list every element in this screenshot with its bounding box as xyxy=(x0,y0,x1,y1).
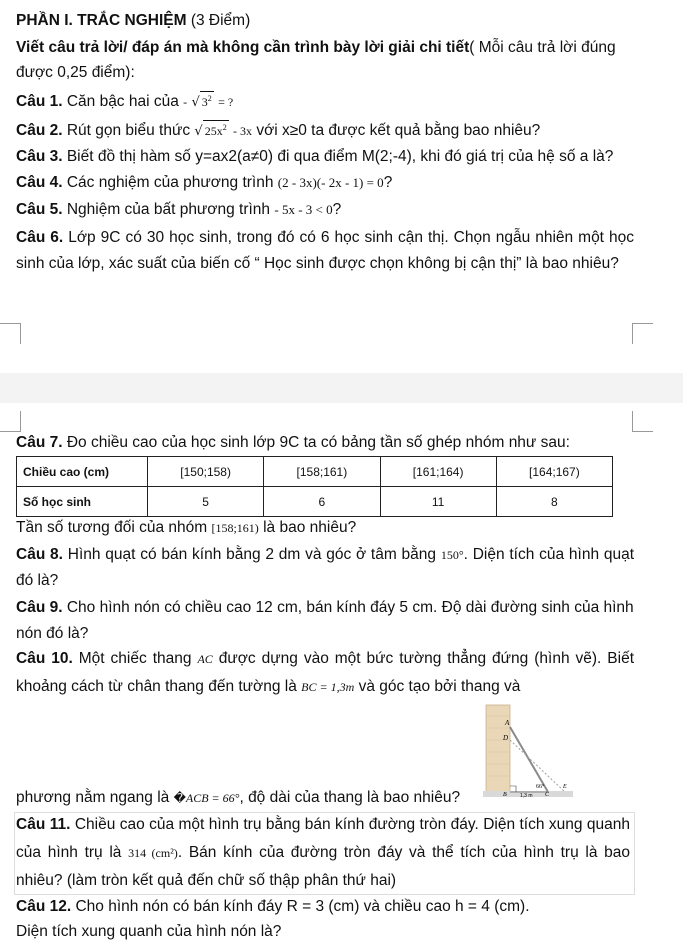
ladder-figure xyxy=(483,700,578,800)
label-b: B xyxy=(503,792,507,798)
sqrt-icon: √ xyxy=(191,95,200,110)
question-label: Câu 6. xyxy=(16,229,64,246)
distance-label: 1,3 m xyxy=(520,793,533,799)
question-label: Câu 1. xyxy=(16,93,63,110)
angle-label: 66° xyxy=(536,784,545,790)
question-tail: ? xyxy=(383,174,393,191)
question-label: Câu 11. xyxy=(16,816,71,833)
question-3 xyxy=(16,145,634,170)
question-text: Diện tích xung quanh của hình nón là? xyxy=(16,923,282,940)
sqrt-icon: √ xyxy=(194,124,203,139)
page-corner-mark xyxy=(632,411,653,432)
table-row xyxy=(17,457,613,487)
section-header xyxy=(16,9,634,34)
math-equation: (2 - 3x)(- 2x - 1) = 0 xyxy=(277,175,384,190)
question-7-followup xyxy=(16,516,634,541)
question-1 xyxy=(16,90,634,116)
math-radicand: $3^2$ xyxy=(200,91,214,109)
table-cell: 11 xyxy=(380,487,496,517)
label-a: A xyxy=(505,719,510,727)
question-label: Câu 9. xyxy=(16,599,63,616)
math-bc: BC = 1,3m xyxy=(301,680,355,694)
question-text: Hình quạt có bán kính bằng 2 dm và góc ở tâm bằng xyxy=(67,546,437,563)
math-inequality: - 5x - 3 < 0 xyxy=(274,202,333,217)
question-label: Câu 5. xyxy=(16,201,63,218)
question-text: Tần số tương đối của nhóm xyxy=(16,519,208,536)
question-5 xyxy=(16,198,634,223)
question-label: Câu 10. xyxy=(16,650,73,667)
question-text-2: được dựng vào một bức tường thẳng đứng (hình vẽ). Biết khoảng cách từ chân thang đến tường là xyxy=(16,650,635,695)
question-text: Rút gọn biểu thức xyxy=(66,122,191,139)
question-text: Cho hình nón có bán kính đáy R = 3 (cm) và chiều cao h = 4 (cm). xyxy=(75,898,530,915)
question-label: Câu 4. xyxy=(16,174,63,191)
math-tail: - 3x xyxy=(233,124,253,138)
ladder-ac xyxy=(510,727,548,792)
question-7 xyxy=(16,431,634,456)
question-label: Câu 3. xyxy=(16,148,63,165)
table-cell: 5 xyxy=(148,487,264,517)
question-8 xyxy=(16,542,634,594)
math-tail: = ? xyxy=(218,95,234,109)
question-label: Câu 12. xyxy=(16,898,72,915)
table-row-header: Chiều cao (cm) xyxy=(17,457,148,487)
question-2 xyxy=(16,119,634,145)
question-text: Các nghiệm của phương trình xyxy=(66,174,274,191)
question-text: Một chiếc thang xyxy=(78,650,192,667)
instruction xyxy=(16,36,634,85)
question-label: Câu 8. xyxy=(16,546,63,563)
page-corner-mark xyxy=(0,411,21,432)
frequency-table xyxy=(16,456,613,517)
math-angle: ACB = 66° xyxy=(185,791,240,805)
question-text-2: với x≥0 ta được kết quả bằng bao nhiêu? xyxy=(256,122,541,139)
table-cell: [161;164) xyxy=(380,457,496,487)
section-title: PHẦN I. TRẮC NGHIỆM xyxy=(16,12,187,29)
question-4 xyxy=(16,171,634,196)
math-angle-glyph: � xyxy=(173,791,186,805)
question-tail: , độ dài của thang là bao nhiêu? xyxy=(239,789,461,806)
question-text: Biết đồ thị hàm số y=ax2(a≠0) đi qua điểm M(2;-4), khi đó giá trị của hệ số a là? xyxy=(66,148,614,165)
page-corner-mark xyxy=(0,323,21,344)
math-area: 314 (cm²) xyxy=(128,845,178,860)
question-10 xyxy=(16,645,634,701)
question-tail: là bao nhiêu? xyxy=(263,519,357,536)
table-cell: [164;167) xyxy=(496,457,612,487)
question-text: Cho hình nón có chiều cao 12 cm, bán kính đáy 5 cm. Độ dài đường sinh của hình nón đó là? xyxy=(16,599,634,642)
label-c: C xyxy=(545,792,550,798)
question-text: phương nằm ngang là xyxy=(16,789,170,806)
question-10-line3 xyxy=(16,786,486,811)
question-6 xyxy=(16,225,634,277)
question-text: Đo chiều cao của học sinh lớp 9C ta có bảng tần số ghép nhóm như sau: xyxy=(66,434,570,451)
question-text: Nghiệm của bất phương trình xyxy=(66,201,271,218)
question-text: Lớp 9C có 30 học sinh, trong đó có 6 học sinh cận thị. Chọn ngẫu nhiên một học sinh của lớp, xác suất của biến cố “ Học sinh được chọn không bị cận thị” là bao nhiêu? xyxy=(16,229,634,272)
math-radicand: $25x^2$ xyxy=(203,120,229,138)
section-points: (3 Điểm) xyxy=(190,12,251,29)
label-d: D xyxy=(503,734,509,742)
question-label: Câu 2. xyxy=(16,122,63,139)
question-text-3: và góc tạo bởi thang và xyxy=(358,678,521,695)
instruction-bold: Viết câu trả lời/ đáp án mà không cần trình bày lời giải chi tiết xyxy=(16,39,470,56)
question-text-2: . Diện tích của hình quạt đó là? xyxy=(16,546,635,589)
instruction-rest: ( Mỗi câu trả lời đúng được 0,25 điểm): xyxy=(16,39,616,81)
math-interval: [158;161) xyxy=(211,521,259,535)
question-label: Câu 7. xyxy=(16,434,63,451)
label-e: E xyxy=(563,784,567,790)
table-row xyxy=(17,487,613,517)
question-tail: ? xyxy=(332,201,342,218)
math-minus: - xyxy=(183,95,188,109)
question-text: Chiều cao của một hình trụ bằng bán kính đường tròn đáy. Diện tích xung quanh của hình trụ là xyxy=(16,816,631,861)
page-break-band xyxy=(0,373,683,403)
question-9 xyxy=(16,595,634,647)
table-cell: 8 xyxy=(496,487,612,517)
table-cell: [150;158) xyxy=(148,457,264,487)
table-cell: 6 xyxy=(264,487,380,517)
table-row-header: Số học sinh xyxy=(17,487,148,517)
page-corner-mark xyxy=(632,323,653,344)
question-12 xyxy=(16,895,634,920)
math-ac: AC xyxy=(197,652,213,666)
table-cell: [158;161) xyxy=(264,457,380,487)
question-text-2: . Bán kính của đường tròn đáy và thể tích của hình trụ là bao nhiêu? (làm tròn kết quả đến chữ số thập phân thứ hai) xyxy=(16,843,631,889)
question-text: Căn bậc hai của xyxy=(66,93,179,110)
question-11 xyxy=(16,811,630,895)
math-angle: 150° xyxy=(440,548,464,562)
question-12-line2 xyxy=(16,920,634,945)
